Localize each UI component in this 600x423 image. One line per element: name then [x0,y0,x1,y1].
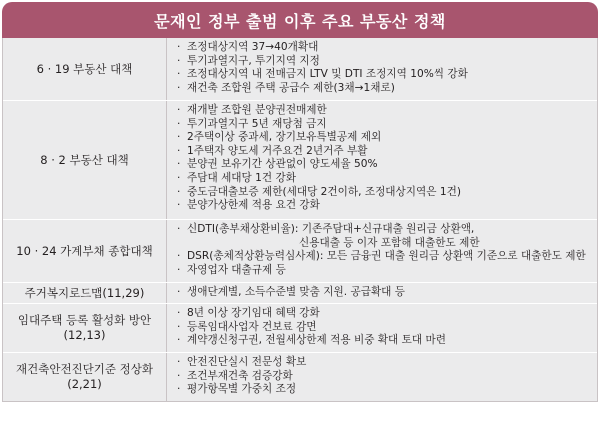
policy-name: 8 · 2 부동산 대책 [3,101,167,219]
policy-name: 임대주택 등록 활성화 방안 (12,13) [3,304,167,352]
policy-table [2,38,598,402]
list-item: · 평가항목별 가중치 조정 [177,383,297,396]
list-item: · 재건축 조합원 주택 공급수 제한(3채→1채로) [177,81,395,94]
table-row [3,303,597,352]
list-item: · 조정대상지역 내 전매금지 LTV 및 DTI 조정지역 10%씩 강화 [177,68,468,81]
list-item: · 2주택이상 중과세, 장기보유특별공제 제외 [177,131,382,144]
table-row [3,219,597,282]
policy-table-figure [2,2,598,421]
list-item: · 투기과열지구 5년 재당첨 금지 [177,117,327,130]
page-title: 문재인 정부 출범 이후 주요 부동산 정책 [2,2,598,38]
list-item: · 생애단계별, 소득수준별 맞춤 지원. 공급확대 등 [177,286,406,298]
list-item-continuation: 신용대출 등 이자 포함해 대출한도 제한 [299,236,480,249]
list-item: · 재개발 조합원 분양권전매제한 [177,104,327,116]
table-row [3,38,597,100]
list-item: · DSR(총체적상환능력심사제): 모든 금융권 대출 원리금 상환액 기준으로 대출한도 제한 [177,250,586,263]
policy-details [167,353,597,401]
list-item: · 등록임대사업자 건보료 감면 [177,320,317,333]
list-item: · 자영업자 대출규제 등 [177,263,286,276]
table-row [3,282,597,303]
policy-details [167,220,597,282]
policy-details [167,283,597,303]
list-item: · 신DTI(총부채상환비율): 기존주담대+신규대출 원리금 상환액, [177,223,475,235]
list-item: · 조건부재건축 검증강화 [177,369,293,382]
list-item: · 중도금대출보증 제한(세대당 2건이하, 조정대상지역은 1건) [177,185,461,198]
policy-details [167,101,597,219]
table-row [3,100,597,219]
policy-details [167,304,597,352]
table-row [3,352,597,401]
policy-details [167,38,597,100]
list-item: · 1주택자 양도세 거주요건 2년거주 부활 [177,144,368,157]
list-item: · 조정대상지역 37→40개확대 [177,41,319,53]
policy-name: 주거복지로드맵(11,29) [3,283,167,303]
policy-name: 10 · 24 가계부채 종합대책 [3,220,167,282]
policy-name: 재건축안전진단기준 정상화 (2,21) [3,353,167,401]
policy-name: 6 · 19 부동산 대책 [3,38,167,100]
list-item: · 8년 이상 장기임대 혜택 강화 [177,307,320,319]
list-item: · 분양권 보유기간 상관없이 양도세율 50% [177,158,378,171]
list-item: · 안전진단실시 전문성 확보 [177,356,307,368]
list-item: · 투기과열지구, 투기지역 지정 [177,54,320,67]
list-item: · 주담대 세대당 1건 강화 [177,171,296,184]
list-item: · 분양가상한제 적용 요건 강화 [177,199,320,212]
list-item: · 계약갱신청구권, 전월세상한제 적용 비중 확대 토대 마련 [177,334,446,347]
